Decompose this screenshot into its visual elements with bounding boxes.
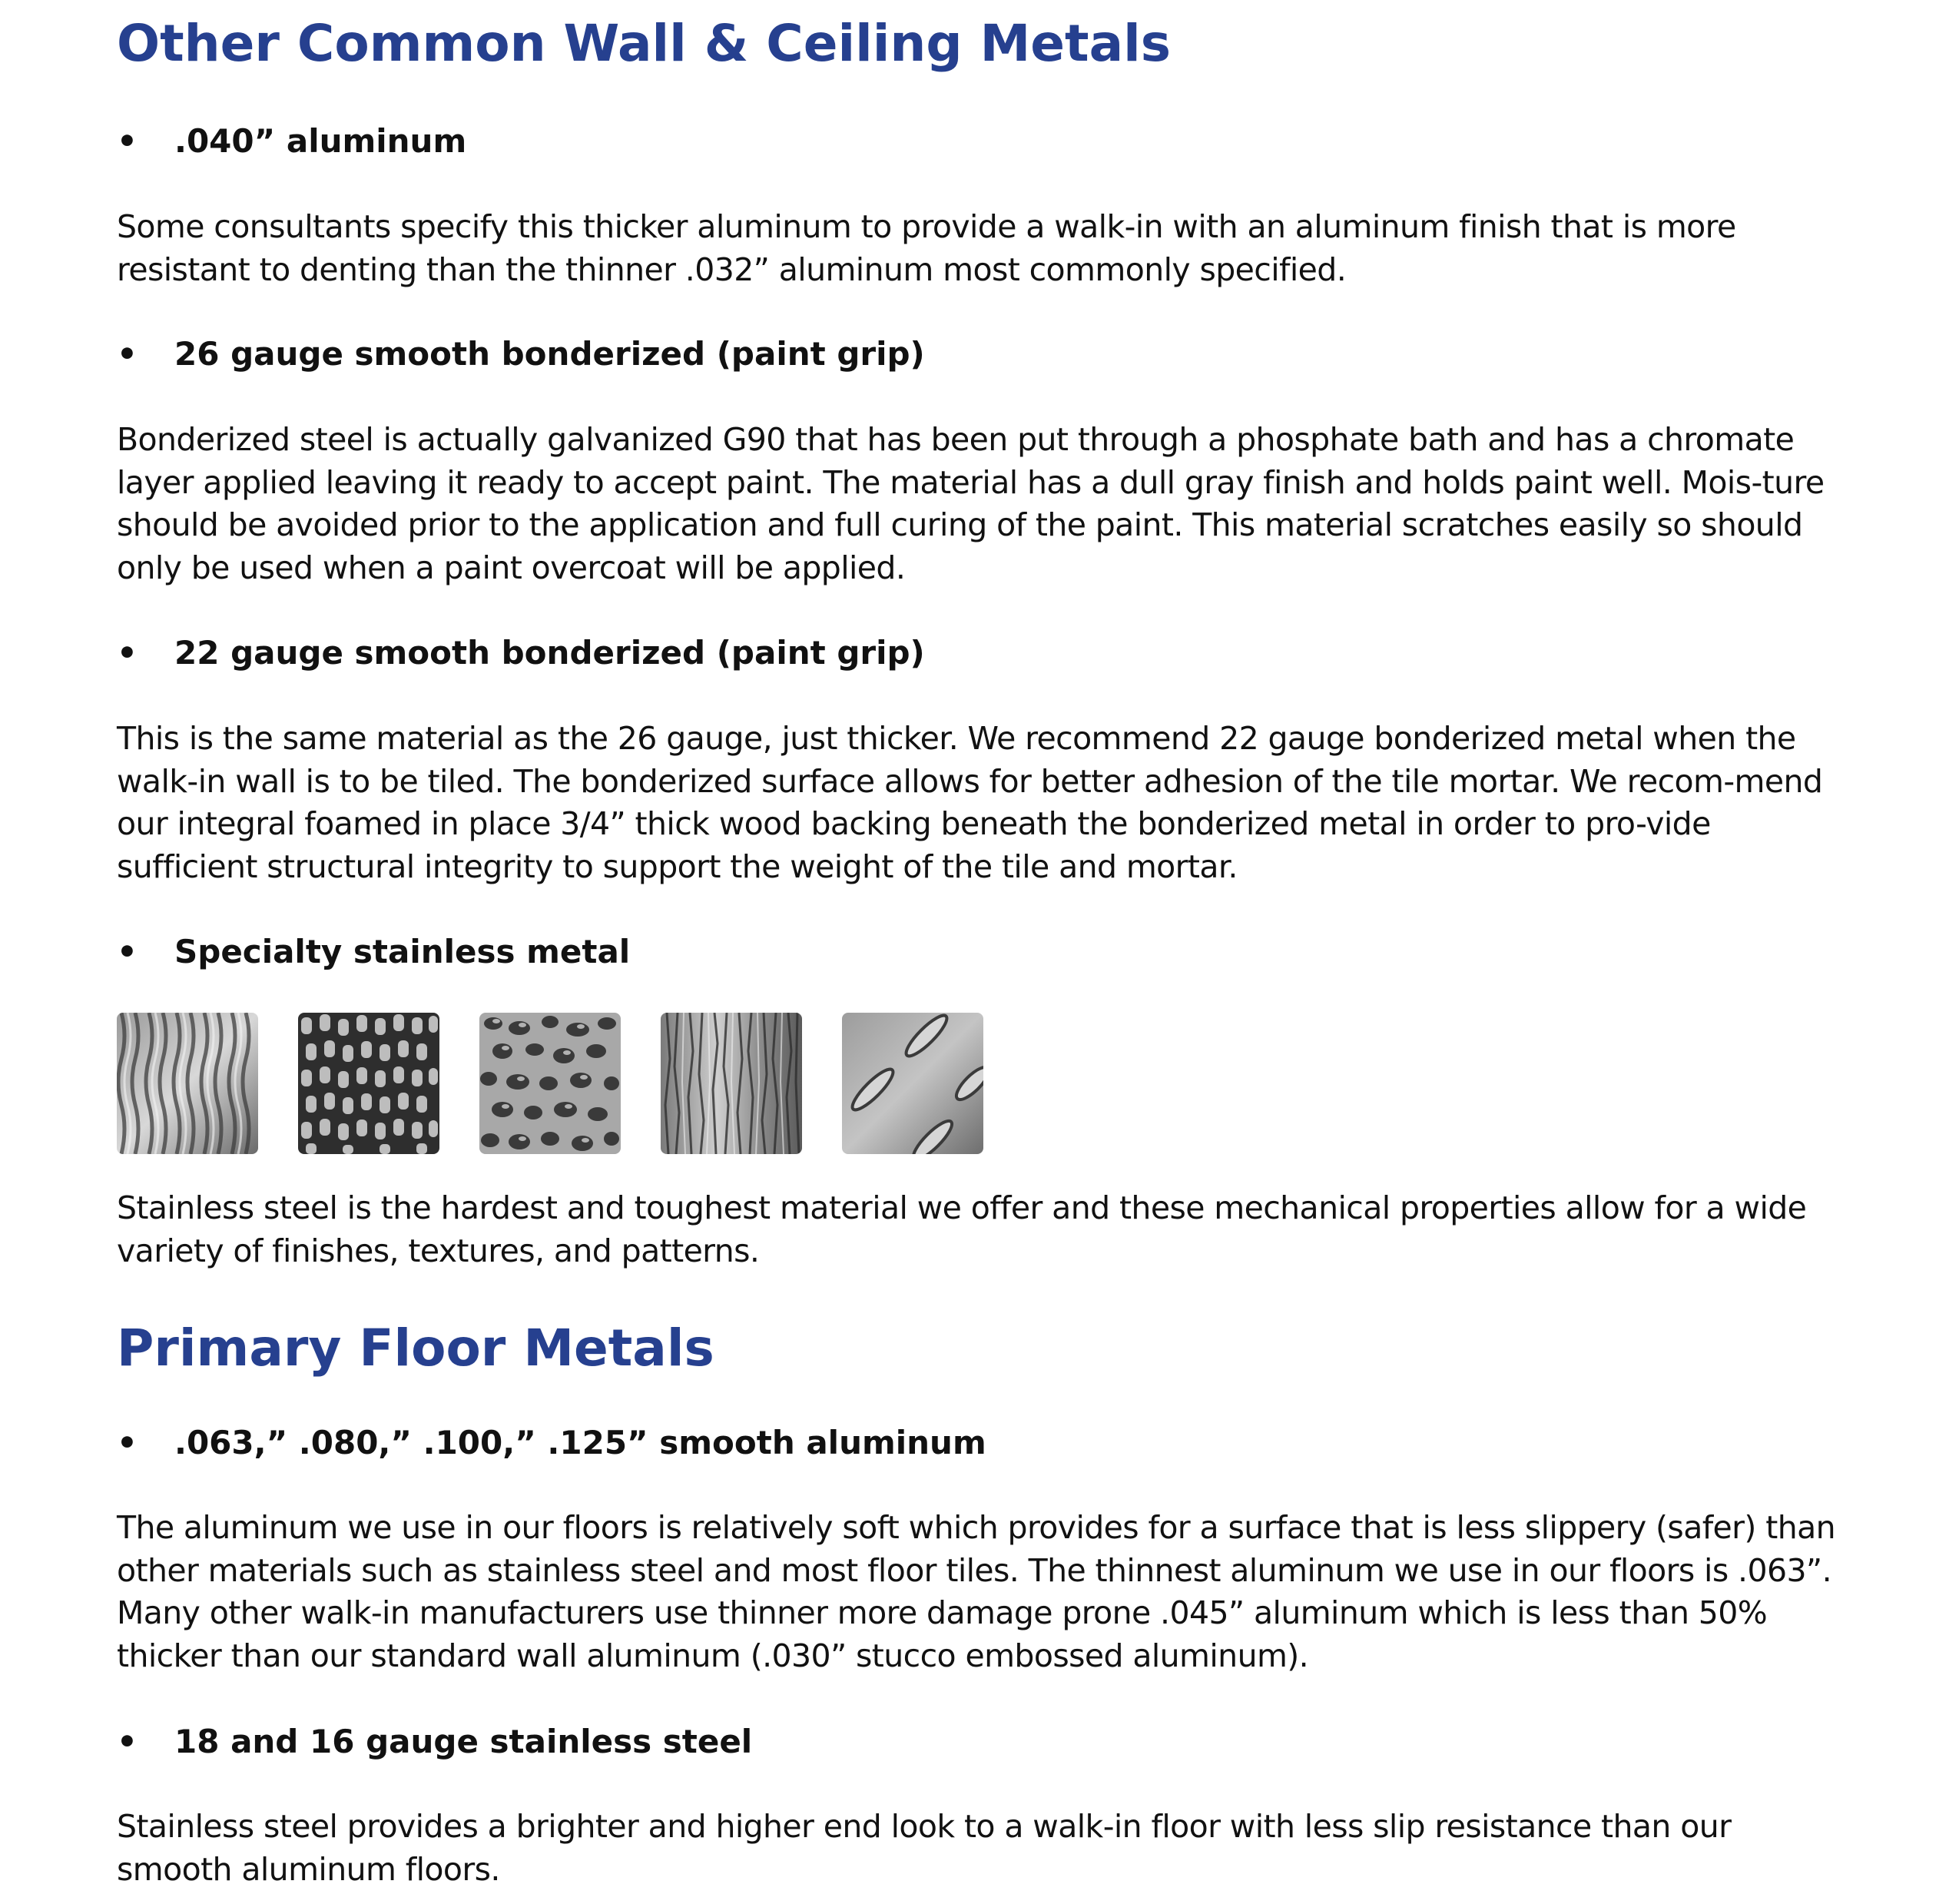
item-title: 18 and 16 gauge stainless steel xyxy=(174,1723,753,1760)
item-title: 26 gauge smooth bonderized (paint grip) xyxy=(174,335,925,373)
item-description: Stainless steel is the hardest and toughest material we offer and these mechanical properties allow for a wide variety of finishes, textures, and patterns. xyxy=(117,1189,1807,1269)
stainless-bark-swatch xyxy=(661,1013,802,1154)
bullet-marker: • xyxy=(117,634,138,672)
bullet-marker: • xyxy=(117,1723,138,1760)
bullet-marker: • xyxy=(117,933,138,970)
item-title: 22 gauge smooth bonderized (paint grip) xyxy=(174,634,925,672)
stainless-linen-swatch xyxy=(298,1013,439,1154)
item-description: This is the same material as the 26 gauge, just thicker. We recommend 22 gauge bonderized metal when the walk-in wall is to be tiled. The bonderized surface allows for better adhesion of the tile mortar. We recom-mend our integral foamed in place 3/4” thick wood backing beneath the bonderized metal in order to pro-vide sufficient structural integrity to support the weight of the tile and mortar. xyxy=(117,720,1823,885)
stainless-pebble-swatch xyxy=(479,1013,621,1154)
item-title: .063,” .080,” .100,” .125” smooth aluminum xyxy=(174,1424,986,1461)
bullet-marker: • xyxy=(117,1424,138,1461)
item-title: .040” aluminum xyxy=(174,122,467,160)
bullet-marker: • xyxy=(117,335,138,373)
bullet-marker: • xyxy=(117,122,138,160)
stainless-diamond-plate-swatch xyxy=(842,1013,983,1154)
section-heading-wall-ceiling: Other Common Wall & Ceiling Metals xyxy=(117,14,1172,73)
item-title: Specialty stainless metal xyxy=(174,933,631,970)
item-description: Some consultants specify this thicker aluminum to provide a walk-in with an aluminum finish that is more resistant to denting than the thinner .032” aluminum most commonly specified. xyxy=(117,208,1736,288)
section-heading-floor-metals: Primary Floor Metals xyxy=(117,1319,714,1378)
item-description: The aluminum we use in our floors is relatively soft which provides for a surface that is less slippery (safer) than other materials such as stainless steel and most floor tiles. The thinnest aluminum we use in our floors is .063”. Many other walk-in manufacturers use thinner more damage prone .045” aluminum which is less than 50% thicker than our standard wall aluminum (.030” stucco embossed aluminum). xyxy=(117,1509,1836,1674)
item-description: Bonderized steel is actually galvanized G90 that has been put through a phosphate bath and has a chromate layer applied leaving it ready to accept paint. The material has a dull gray finish and holds paint well. Mois-ture should be avoided prior to the application and full curing of the paint. This material scratches easily so should only be used when a paint overcoat will be applied. xyxy=(117,421,1825,586)
item-description: Stainless steel provides a brighter and higher end look to a walk-in floor with less slip resistance than our smooth aluminum floors. xyxy=(117,1808,1732,1888)
stainless-wave-swatch xyxy=(117,1013,258,1154)
